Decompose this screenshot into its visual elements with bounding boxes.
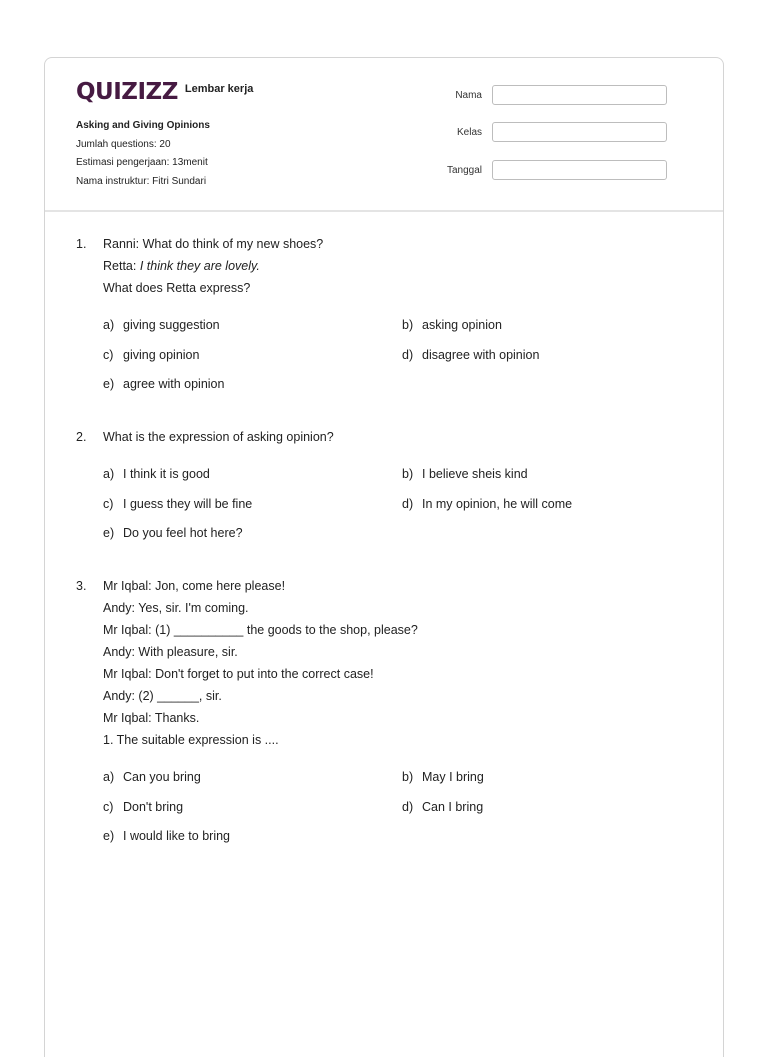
answer-option[interactable] [402,314,702,336]
answer-options [103,766,703,847]
question-1 [76,233,703,395]
answer-option[interactable] [402,344,702,366]
option-text: Don't bring [123,799,184,814]
class-label: Kelas [456,126,482,138]
option-text: I guess they will be fine [123,496,253,511]
answer-option[interactable] [402,766,702,788]
option-letter: a) [103,467,115,481]
option-text: I think it is good [123,467,210,481]
answer-option[interactable] [402,463,702,485]
question-list [76,233,703,878]
quizizz-logo: QUIZIZZ [76,79,178,105]
option-text: giving suggestion [123,318,220,332]
option-text: Can you bring [123,770,201,784]
question-text [103,426,334,448]
answer-option[interactable] [103,344,402,366]
question-2 [76,426,703,544]
questions-count: Jumlah questions: 20 [76,138,171,150]
time-estimate: Estimasi pengerjaan: 13menit [76,157,208,168]
worksheet-title: Asking and Giving Opinions [76,120,210,131]
question-line-with-emphasis [103,255,323,277]
option-text: Can I bring [422,799,484,814]
option-letter: b) [402,467,414,481]
quoted-response: I think they are lovely. [139,259,260,273]
option-letter: e) [103,526,115,540]
class-field[interactable] [492,122,667,142]
speaker-label: Retta: [103,259,140,273]
dialogue-line: Mr Iqbal: Don't forget to put into the correct case! [103,667,374,681]
option-letter: b) [402,318,414,332]
answer-option[interactable] [103,493,402,515]
option-text: May I bring [422,770,484,784]
answer-option[interactable] [103,825,402,847]
option-letter: a) [103,318,115,332]
dialogue-line: Mr Iqbal: (1) __________ the goods to the shop, please? [103,623,418,637]
option-letter: e) [103,829,115,843]
worksheet [44,57,724,1057]
instructor-name: Nama instruktur: Fitri Sundari [76,175,207,187]
option-letter: a) [103,770,115,784]
option-text: disagree with opinion [422,347,540,362]
option-letter: c) [103,799,114,814]
option-letter: d) [402,347,414,362]
name-label: Nama [455,89,482,101]
worksheet-meta [76,117,210,191]
date-field-row [412,160,667,180]
answer-option[interactable] [103,766,402,788]
answer-option[interactable] [103,373,402,395]
dialogue-line: Mr Iqbal: Jon, come here please! [103,579,286,593]
answer-option[interactable] [402,493,702,515]
brand-row [76,80,253,104]
option-letter: c) [103,496,114,511]
answer-option[interactable] [103,522,402,544]
answer-options [103,314,703,395]
question-line: What does Retta express? [103,281,251,295]
option-letter: c) [103,347,114,362]
option-text: agree with opinion [123,377,225,391]
option-text: asking opinion [422,318,502,332]
name-field-row [412,85,667,105]
option-text: giving opinion [123,347,200,362]
option-text: In my opinion, he will come [422,496,573,511]
dialogue-line: Mr Iqbal: Thanks. [103,711,200,725]
option-text: Do you feel hot here? [123,526,243,540]
dialogue-line: Andy: (2) ______, sir. [103,689,222,703]
answer-option[interactable] [402,796,702,818]
option-text: I would like to bring [123,829,231,843]
option-letter: d) [402,496,414,511]
question-number: 2. [76,430,87,444]
option-letter: b) [402,770,414,784]
question-number: 1. [76,237,87,251]
worksheet-label: Lembar kerja [184,83,254,95]
answer-option[interactable] [103,796,402,818]
answer-options [103,463,703,544]
question-line: Ranni: What do think of my new shoes? [103,237,324,251]
dialogue-line: Andy: With pleasure, sir. [103,645,238,659]
option-text: I believe sheis kind [422,467,528,481]
question-text [103,233,323,299]
question-3 [76,575,703,847]
date-label: Tanggal [446,164,482,176]
date-field[interactable] [492,160,667,180]
option-letter: e) [103,377,115,391]
class-field-row [412,122,667,142]
question-line: What is the expression of asking opinion? [103,430,334,444]
worksheet-header [45,58,723,212]
answer-option[interactable] [103,314,402,336]
question-text [103,575,418,751]
name-field[interactable] [492,85,667,105]
answer-option[interactable] [103,463,402,485]
question-prompt: 1. The suitable expression is .... [103,733,279,747]
question-number: 3. [76,579,87,593]
option-letter: d) [402,799,414,814]
dialogue-line: Andy: Yes, sir. I'm coming. [103,601,249,615]
